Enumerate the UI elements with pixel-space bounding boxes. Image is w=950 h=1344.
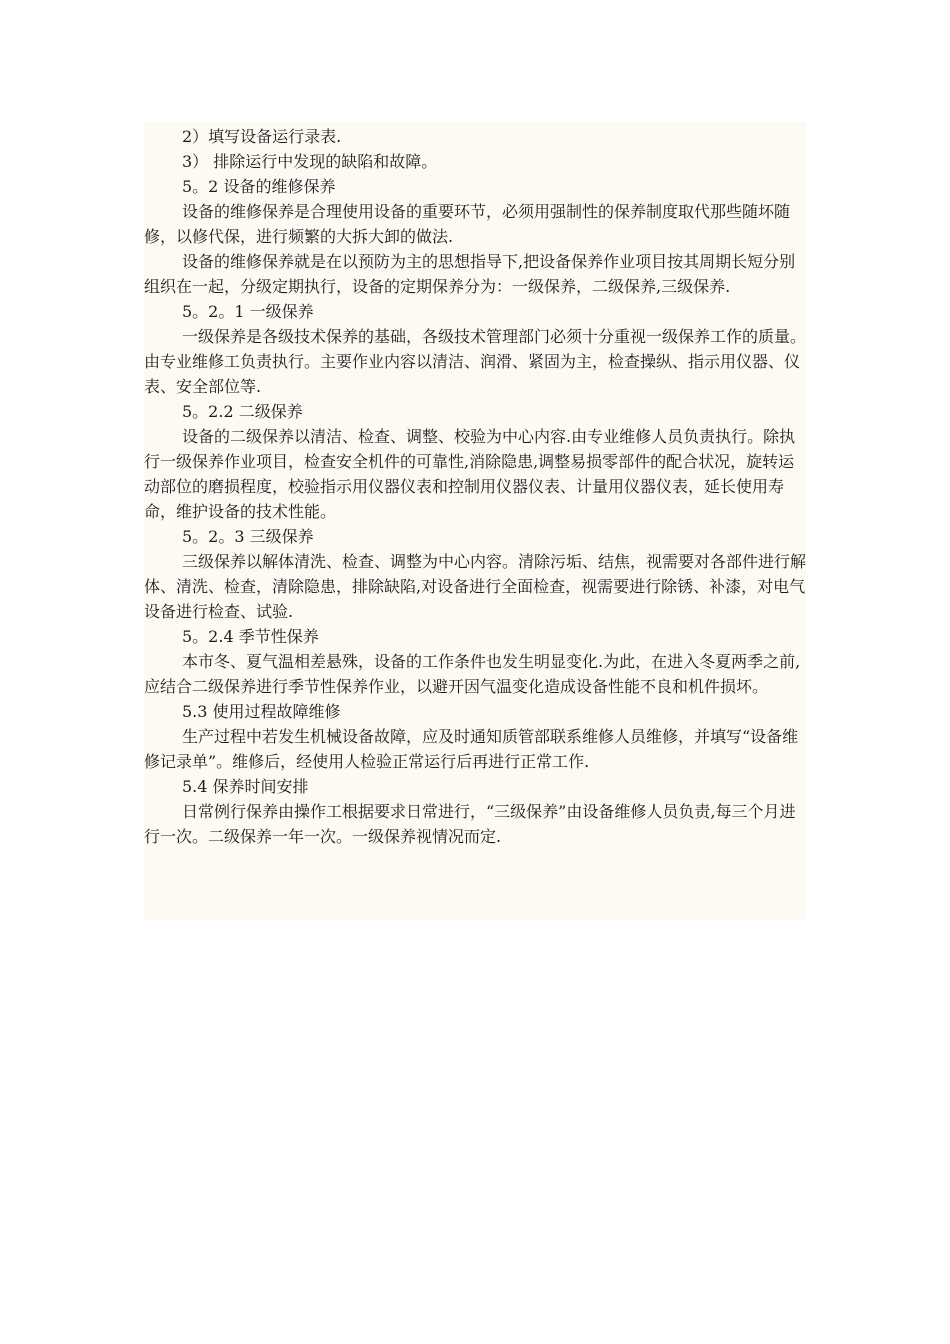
- section-heading-5-2-3: 5。2。3 三级保养: [182, 527, 314, 546]
- section-heading-5-3: 5.3 使用过程故障维修: [182, 702, 341, 721]
- section-heading-5-2-2: 5。2.2 二级保养: [182, 402, 303, 421]
- paragraph-maintenance-levels: 设备的维修保养就是在以预防为主的思想指导下,把设备保养作业项目按其周期长短分别组织在一起，分级定期执行，设备的定期保养分为：一级保养，二级保养,三级保养.: [144, 252, 796, 296]
- list-item-3: 3） 排除运行中发现的缺陷和故障。: [182, 152, 438, 171]
- section-heading-5-4: 5.4 保养时间安排: [182, 777, 309, 796]
- paragraph-fault-repair: 生产过程中若发生机械设备故障，应及时通知质管部联系维修人员维修，并填写“设备维修记录单”。维修后，经使用人检验正常运行后再进行正常工作.: [144, 727, 799, 771]
- paragraph-schedule: 日常例行保养由操作工根据要求日常进行，“三级保养”由设备维修人员负责,每三个月进行一次。二级保养一年一次。一级保养视情况而定.: [144, 802, 796, 846]
- section-heading-5-2: 5。2 设备的维修保养: [182, 177, 336, 196]
- paragraph-level-two: 设备的二级保养以清洁、检查、调整、校验为中心内容.由专业维修人员负责执行。除执行一级保养作业项目，检查安全机件的可靠性,消除隐患,调整易损零部件的配合状况，旋转运动部位的磨损程度，校验指示用仪器仪表和控制用仪器仪表、计量用仪器仪表，延长使用寿命，维护设备的技术性能。: [144, 427, 796, 521]
- section-heading-5-2-4: 5。2.4 季节性保养: [182, 627, 319, 646]
- list-item-2: 2）填写设备运行录表.: [182, 127, 342, 146]
- section-heading-5-2-1: 5。2。1 一级保养: [182, 302, 314, 321]
- paragraph-seasonal: 本市冬、夏气温相差悬殊，设备的工作条件也发生明显变化.为此，在进入冬夏两季之前,应结合二级保养进行季节性保养作业，以避开因气温变化造成设备性能不良和机件损坏。: [144, 652, 801, 696]
- paragraph-maintenance-intro: 设备的维修保养是合理使用设备的重要环节，必须用强制性的保养制度取代那些随坏随修，以修代保，进行频繁的大拆大卸的做法.: [144, 202, 791, 246]
- paragraph-level-one: 一级保养是各级技术保养的基础，各级技术管理部门必须十分重视一级保养工作的质量。由专业维修工负责执行。主要作业内容以清洁、润滑、紧固为主，检查操纵、指示用仪器、仪表、安全部位等.: [144, 327, 807, 396]
- document-body: [144, 122, 806, 920]
- paragraph-level-three: 三级保养以解体清洗、检查、调整为中心内容。清除污垢、结焦，视需要对各部件进行解体、清洗、检查，清除隐患，排除缺陷,对设备进行全面检查，视需要进行除锈、补漆，对电气设备进行检查、试验.: [144, 552, 807, 621]
